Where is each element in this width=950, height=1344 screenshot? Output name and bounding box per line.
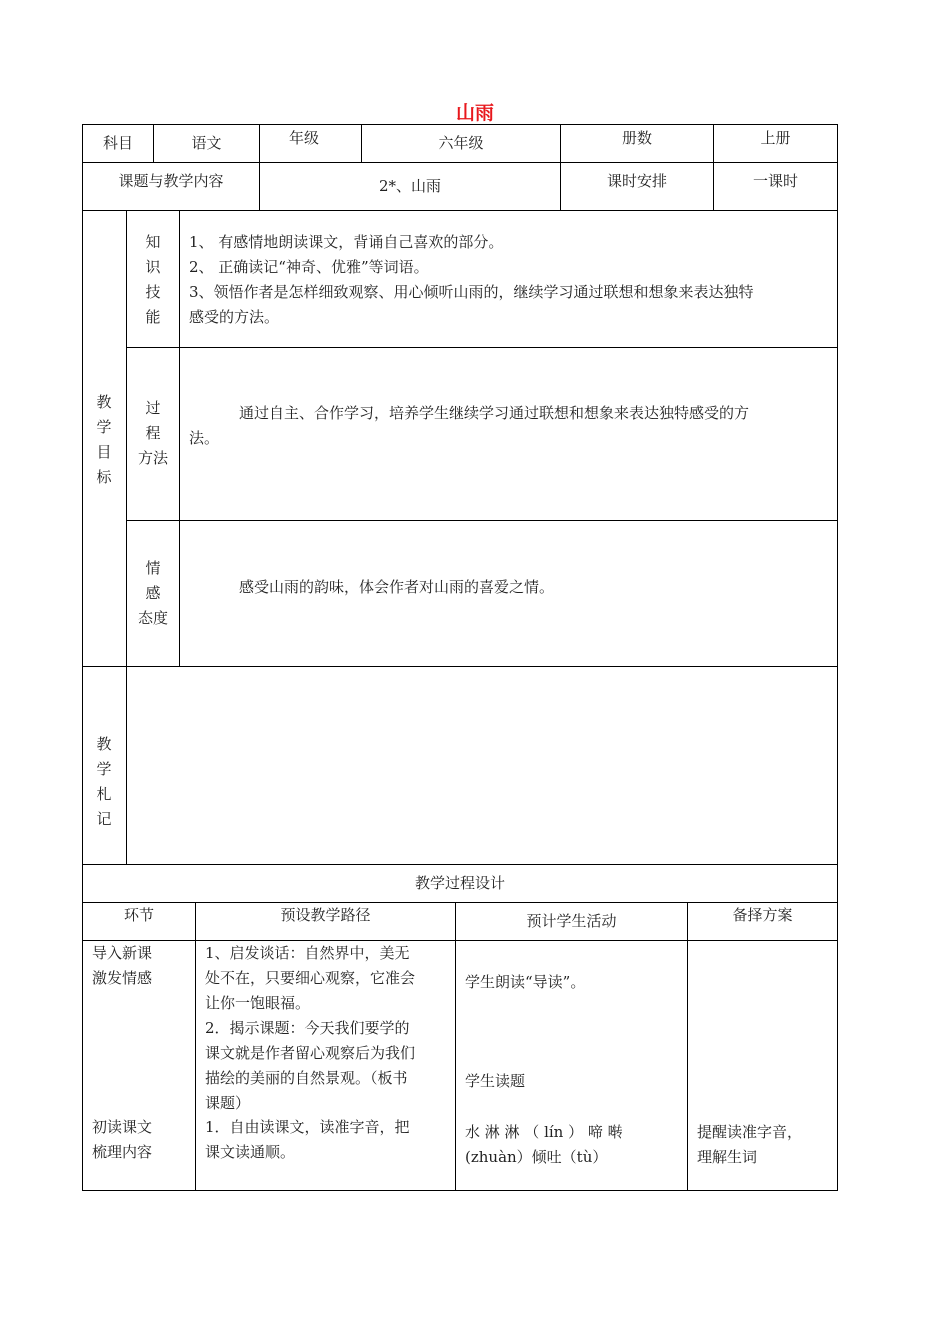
- path-line-2: 处不在，只要细心观察，它准会: [205, 969, 416, 987]
- volume-value: 上册: [760, 129, 791, 147]
- objectives-label: 教学目标: [96, 393, 112, 486]
- column-header-alternative: 备择方案: [732, 906, 793, 924]
- emotion-label-1: 情: [145, 559, 161, 577]
- volume-label: 册数: [621, 129, 652, 147]
- knowledge-item-2: 2、 正确读记“神奇、优雅”等词语。: [189, 258, 429, 276]
- column-header-activity: 预计学生活动: [526, 912, 617, 930]
- path-line-7: 课题）: [205, 1094, 251, 1112]
- emotion-text: 感受山雨的韵味，体会作者对山雨的喜爱之情。: [239, 578, 555, 596]
- alternative-1: 提醒读准字音，: [697, 1123, 803, 1141]
- stage-1-line-2: 激发情感: [92, 969, 153, 987]
- grade-label: 年级: [288, 129, 319, 147]
- alternative-2: 理解生词: [697, 1148, 758, 1166]
- process-text-line-2: 法。: [189, 429, 220, 447]
- activity-4: (zhuàn）倾吐（tù）: [465, 1148, 608, 1166]
- emotion-label-2: 感: [145, 584, 161, 602]
- process-design-title: 教学过程设计: [414, 874, 505, 892]
- notes-area[interactable]: [127, 667, 837, 864]
- schedule-label: 课时安排: [606, 172, 667, 190]
- schedule-value: 一课时: [752, 172, 798, 190]
- knowledge-item-1: 1、 有感情地朗读课文，背诵自己喜欢的部分。: [189, 233, 504, 251]
- page-title: 山雨: [455, 102, 494, 124]
- topic-value: 2*、山雨: [378, 177, 442, 195]
- stage-2-line-2: 梳理内容: [92, 1143, 153, 1161]
- path-line-5: 课文就是作者留心观察后为我们: [205, 1044, 416, 1062]
- grade-value: 六年级: [438, 134, 484, 152]
- subject-value: 语文: [191, 134, 222, 152]
- topic-label: 课题与教学内容: [118, 172, 224, 190]
- knowledge-item-3: 3、领悟作者是怎样细致观察、用心倾听山雨的，继续学习通过联想和想象来表达独特: [189, 283, 754, 301]
- column-header-path: 预设教学路径: [280, 906, 371, 924]
- path-line-1: 1、启发谈话：自然界中，美无: [205, 944, 410, 962]
- process-label-2: 程: [145, 424, 161, 442]
- process-label-3: 方法: [137, 449, 168, 467]
- notes-label: 教学札记: [96, 735, 112, 828]
- path-line-6: 描绘的美丽的自然景观。（板书: [205, 1069, 408, 1087]
- activity-3: 水 淋 淋 （ lín ） 啼 啭: [465, 1123, 623, 1141]
- emotion-label-3: 态度: [137, 609, 168, 627]
- activity-2: 学生读题: [465, 1072, 526, 1090]
- process-label-1: 过: [145, 399, 161, 417]
- path-line-9: 课文读通顺。: [205, 1143, 296, 1161]
- knowledge-item-4: 感受的方法。: [189, 308, 280, 326]
- subject-label: 科目: [102, 134, 133, 152]
- column-header-stage: 环节: [123, 906, 154, 924]
- path-line-4: 2．揭示课题：今天我们要学的: [205, 1019, 410, 1037]
- stage-1-line-1: 导入新课: [92, 944, 153, 962]
- knowledge-label: 知识技能: [145, 233, 161, 326]
- process-text-line-1: 通过自主、合作学习，培养学生继续学习通过联想和想象来表达独特感受的方: [239, 404, 750, 422]
- path-line-8: 1．自由读课文，读准字音，把: [205, 1118, 410, 1136]
- stage-2-line-1: 初读课文: [92, 1118, 153, 1136]
- activity-1: 学生朗读“导读”。: [465, 973, 586, 991]
- path-line-3: 让你一饱眼福。: [205, 994, 311, 1012]
